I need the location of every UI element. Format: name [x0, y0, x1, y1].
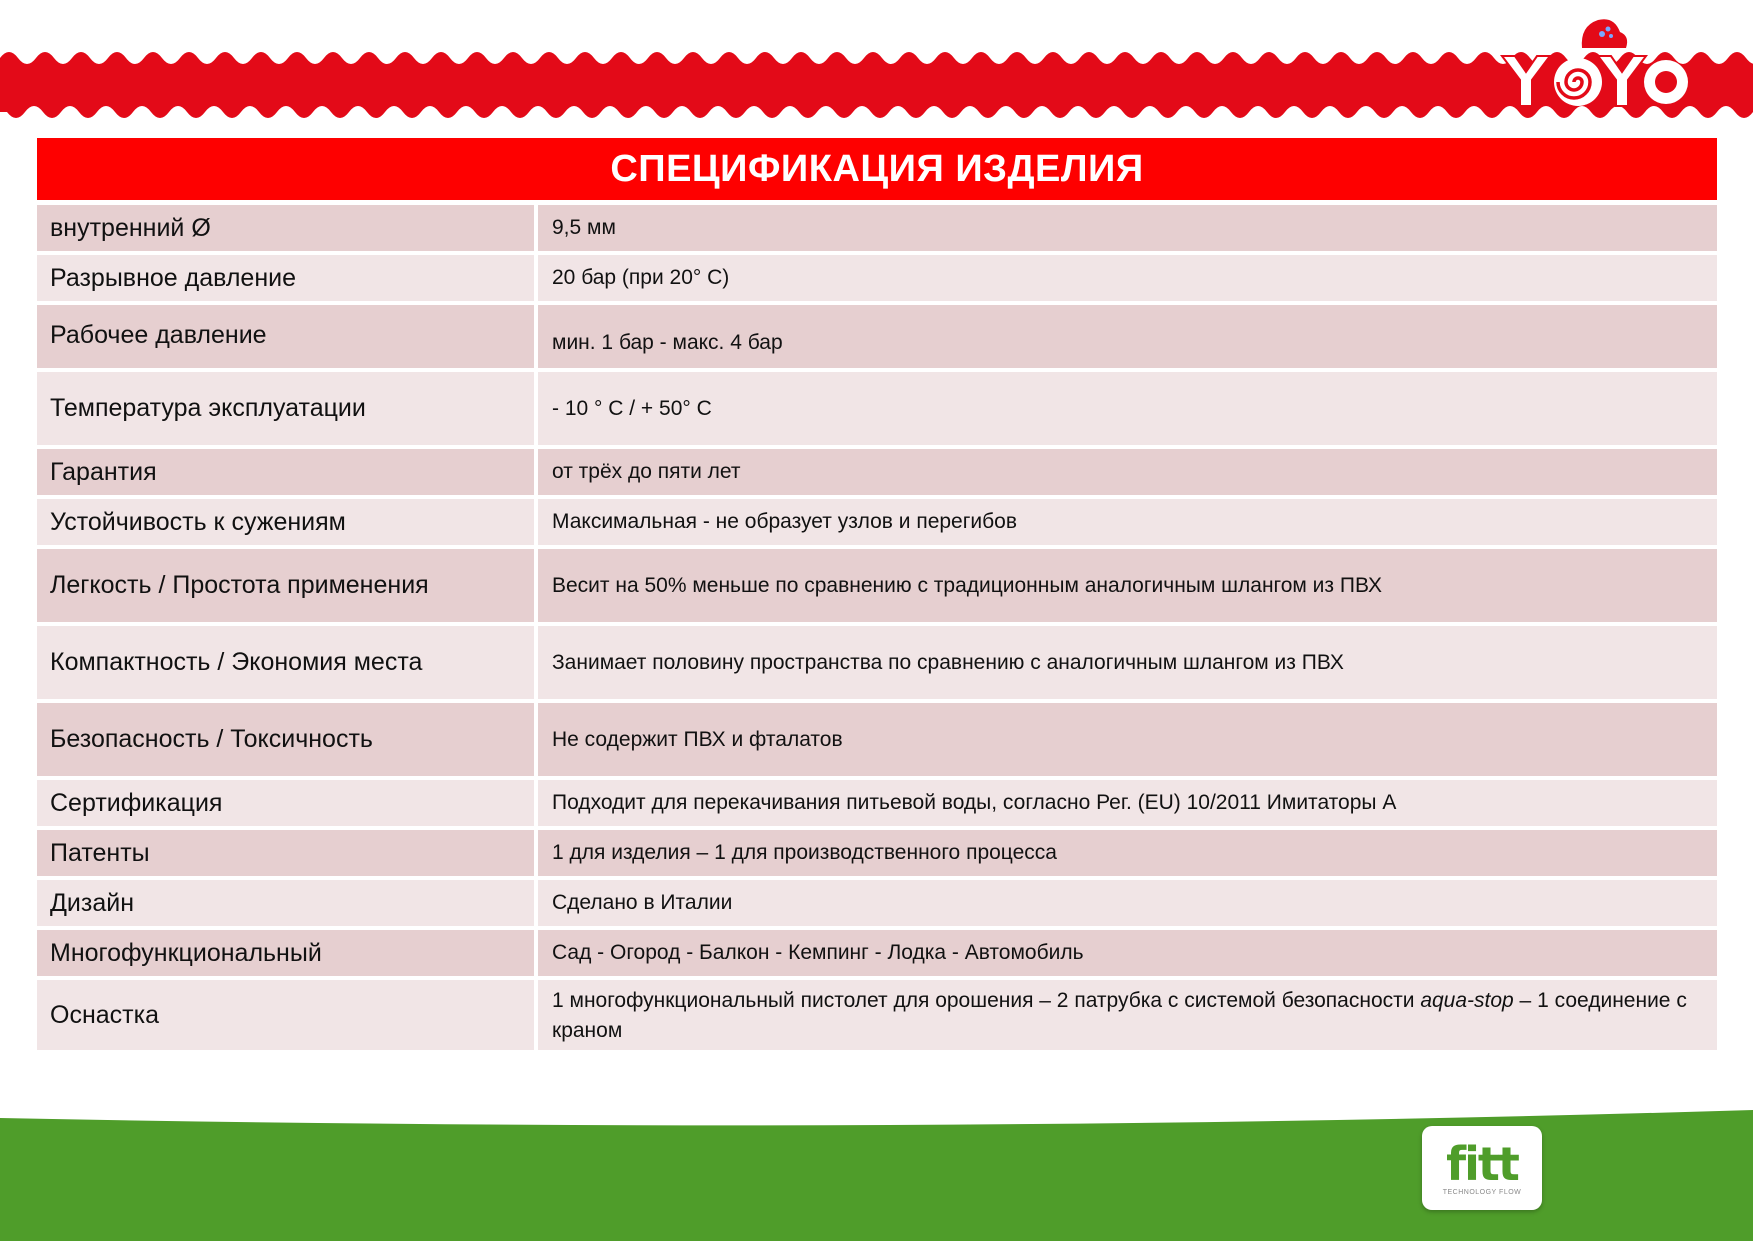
- spec-value: от трёх до пяти лет: [538, 449, 1717, 495]
- spec-label: внутренний Ø: [37, 205, 534, 251]
- table-row: [37, 780, 1717, 826]
- table-row: [37, 626, 1717, 699]
- spec-value: мин. 1 бар - макс. 4 бар: [538, 305, 1717, 368]
- table-row: [37, 449, 1717, 495]
- spec-value: 20 бар (при 20° С): [538, 255, 1717, 301]
- spec-value: 1 для изделия – 1 для производственного процесса: [538, 830, 1717, 876]
- table-row: [37, 499, 1717, 545]
- table-row: [37, 980, 1717, 1050]
- spec-value: Максимальная - не образует узлов и перегибов: [538, 499, 1717, 545]
- spec-value: [538, 980, 1717, 1050]
- table-row: [37, 372, 1717, 445]
- spec-label: Гарантия: [37, 449, 534, 495]
- spec-value-italic: aqua-stop: [1420, 989, 1514, 1012]
- spec-value-text: 1 многофункциональный пистолет для орошения – 2 патрубка с системой безопасности: [552, 989, 1421, 1012]
- spec-label: Многофункциональный: [37, 930, 534, 976]
- spec-label: Патенты: [37, 830, 534, 876]
- spec-value: - 10 ° C / + 50° C: [538, 372, 1717, 445]
- spec-value: Занимает половину пространства по сравнению с аналогичным шлангом из ПВХ: [538, 626, 1717, 699]
- spec-value: Сад - Огород - Балкон - Кемпинг - Лодка - Автомобиль: [538, 930, 1717, 976]
- table-row: [37, 930, 1717, 976]
- table-row: [37, 880, 1717, 926]
- spec-label: Легкость / Простота применения: [37, 549, 534, 622]
- table-row: [37, 205, 1717, 251]
- spec-label: Сертификация: [37, 780, 534, 826]
- spec-label: Компактность / Экономия места: [37, 626, 534, 699]
- table-row: [37, 703, 1717, 776]
- spec-label: Разрывное давление: [37, 255, 534, 301]
- table-row: [37, 305, 1717, 368]
- spec-table: [37, 205, 1717, 1054]
- spec-value: Не содержит ПВХ и фталатов: [538, 703, 1717, 776]
- spec-value-text: – 1 соединение с краном: [552, 989, 1687, 1042]
- spec-value: 9,5 мм: [538, 205, 1717, 251]
- spec-label: Оснастка: [37, 980, 534, 1050]
- spec-label: Рабочее давление: [37, 305, 534, 368]
- page-title: СПЕЦИФИКАЦИЯ ИЗДЕЛИЯ: [37, 138, 1717, 200]
- spec-label: Устойчивость к сужениям: [37, 499, 534, 545]
- spec-label: Температура эксплуатации: [37, 372, 534, 445]
- fitt-logo-tagline: TECHNOLOGY FLOW: [1442, 1188, 1522, 1196]
- spec-label: Дизайн: [37, 880, 534, 926]
- spec-label: Безопасность / Токсичность: [37, 703, 534, 776]
- yoyo-logo: [1490, 14, 1690, 114]
- table-row: [37, 549, 1717, 622]
- table-row: [37, 255, 1717, 301]
- fitt-logo: [1422, 1126, 1542, 1210]
- fitt-logo-text: fitt: [1446, 1136, 1518, 1191]
- spec-value: Подходит для перекачивания питьевой воды, согласно Рег. (EU) 10/2011 Имитаторы А: [538, 780, 1717, 826]
- table-row: [37, 830, 1717, 876]
- spec-value: Весит на 50% меньше по сравнению с традиционным аналогичным шлангом из ПВХ: [538, 549, 1717, 622]
- spec-value: Сделано в Италии: [538, 880, 1717, 926]
